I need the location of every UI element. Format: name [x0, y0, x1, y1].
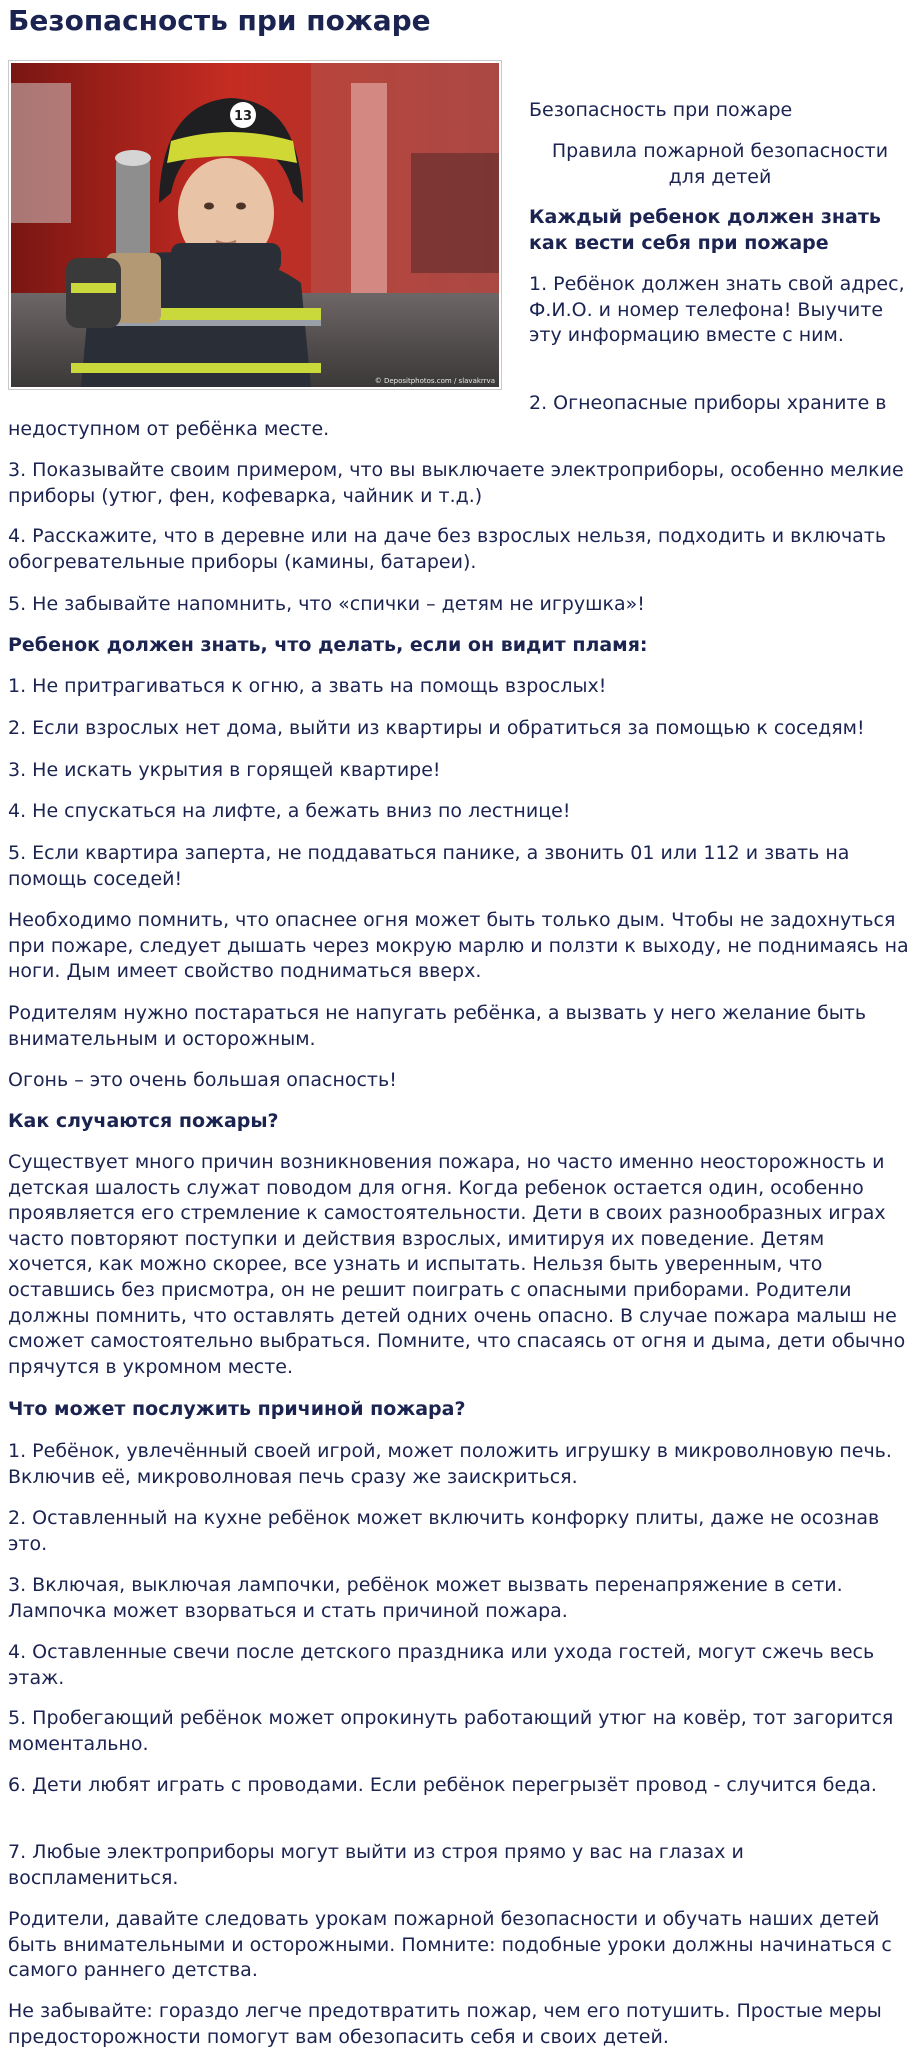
side-rule-2-end: недоступном от ребёнка месте. [8, 418, 330, 440]
page-title: Безопасность при пожаре [8, 4, 431, 37]
article-photo [8, 60, 502, 390]
cause-6: 6. Дети любят играть с проводами. Если ребёнок перегрызёт провод - случится беда. [8, 1774, 877, 1796]
helmet-badge-number: 13 [233, 109, 253, 124]
cause-4: 4. Оставленные свечи после детского праздника или ухода гостей, могут сжечь весь этаж. [8, 1641, 875, 1689]
flame-rule-5: 5. Если квартира заперта, не поддаваться панике, а звонить 01 или 112 и звать на помощь соседей! [8, 842, 850, 890]
flame-rule-2: 2. Если взрослых нет дома, выйти из квартиры и обратиться за помощью к соседям! [8, 717, 865, 739]
smoke-paragraph: Необходимо помнить, что опаснее огня может быть только дым. Чтобы не задохнуться при пожаре, следует дышать через мокрую марлю и ползти к выходу, не поднимаясь на ноги. Дым имеет свойство подниматься вверх. [8, 909, 909, 983]
photo-credit: © Depositphotos.com / slavakrrva [374, 377, 495, 385]
how-fires-paragraph: Существует много причин возникновения пожара, но часто именно неосторожность и детская шалость служат поводом для огня. Когда ребенок остается один, особенно проявляется его стремление к самостоятельности. Дети в своих разнообразных играх часто повторяют поступки и действия взрослых, имитируя их поведение. Детям хочется, как можно скорее, все узнать и испытать. Нельзя быть уверенным, что оставшись без присмотра, он не решит поиграть с опасными приборами. Родители должны помнить, что оставлять детей одних очень опасно. В случае пожара малыш не сможет самостоятельно выбраться. Помните, что спасаясь от огня и дыма, дети обычно прячутся в укромном месте. [8, 1151, 906, 1378]
flame-rule-3: 3. Не искать укрытия в горящей квартире! [8, 759, 441, 781]
side-rule-2-start: 2. Огнеопасные приборы храните в [529, 392, 887, 414]
cause-7: 7. Любые электроприборы могут выйти из строя прямо у вас на глазах и воспламениться. [8, 1841, 744, 1889]
side-subheading: Правила пожарной безопасности для детей [551, 140, 889, 188]
flame-rule-4: 4. Не спускаться на лифте, а бежать вниз по лестнице! [8, 800, 571, 822]
child-firefighter-illustration [11, 63, 499, 387]
closing-paragraph-1: Родители, давайте следовать урокам пожарной безопасности и обучать наших детей быть внимательными и осторожными. Помните: подобные уроки должны начинаться с самого раннего детства. [8, 1908, 892, 1982]
cause-2: 2. Оставленный на кухне ребёнок может включить конфорку плиты, даже не осознав это. [8, 1507, 880, 1555]
cause-5: 5. Пробегающий ребёнок может опрокинуть работающий утюг на ковёр, тот загорится моментально. [8, 1707, 894, 1755]
flame-rule-1: 1. Не притрагиваться к огню, а звать на помощь взрослых! [8, 675, 607, 697]
closing-paragraph-2: Не забывайте: гораздо легче предотвратить пожар, чем его потушить. Простые меры предосторожности помогут вам обезопасить себя и своих детей. [8, 2000, 882, 2048]
side-heading: Безопасность при пожаре [529, 99, 793, 121]
cause-1: 1. Ребёнок, увлечённый своей игрой, может положить игрушку в микроволновую печь. Включив её, микроволновая печь сразу же заискриться. [8, 1440, 892, 1488]
how-fires-heading: Как случаются пожары? [8, 1110, 279, 1132]
flame-heading: Ребенок должен знать, что делать, если он видит пламя: [8, 634, 648, 656]
parent-rule-3: 3. Показывайте своим примером, что вы выключаете электроприборы, особенно мелкие приборы (утюг, фен, кофеварка, чайник и т.д.) [8, 459, 904, 507]
fire-danger-text: Огонь – это очень большая опасность! [8, 1069, 397, 1091]
parent-rule-4: 4. Расскажите, что в деревне или на даче без взрослых нельзя, подходить и включать обогревательные приборы (камины, батареи). [8, 525, 887, 573]
parent-rule-5: 5. Не забывайте напомнить, что «спички – детям не игрушка»! [8, 593, 645, 615]
side-rule-1: 1. Ребёнок должен знать свой адрес, Ф.И.О. и номер телефона! Выучите эту информацию вместе с ним. [529, 273, 905, 347]
cause-3: 3. Включая, выключая лампочки, ребёнок может вызвать перенапряжение в сети. Лампочка может взорваться и стать причиной пожара. [8, 1574, 843, 1622]
parents-paragraph: Родителям нужно постараться не напугать ребёнка, а вызвать у него желание быть внимательным и осторожным. [8, 1002, 867, 1050]
cause-heading: Что может послужить причиной пожара? [8, 1398, 466, 1420]
side-bold-intro: Каждый ребенок должен знать как вести себя при пожаре [529, 206, 881, 254]
